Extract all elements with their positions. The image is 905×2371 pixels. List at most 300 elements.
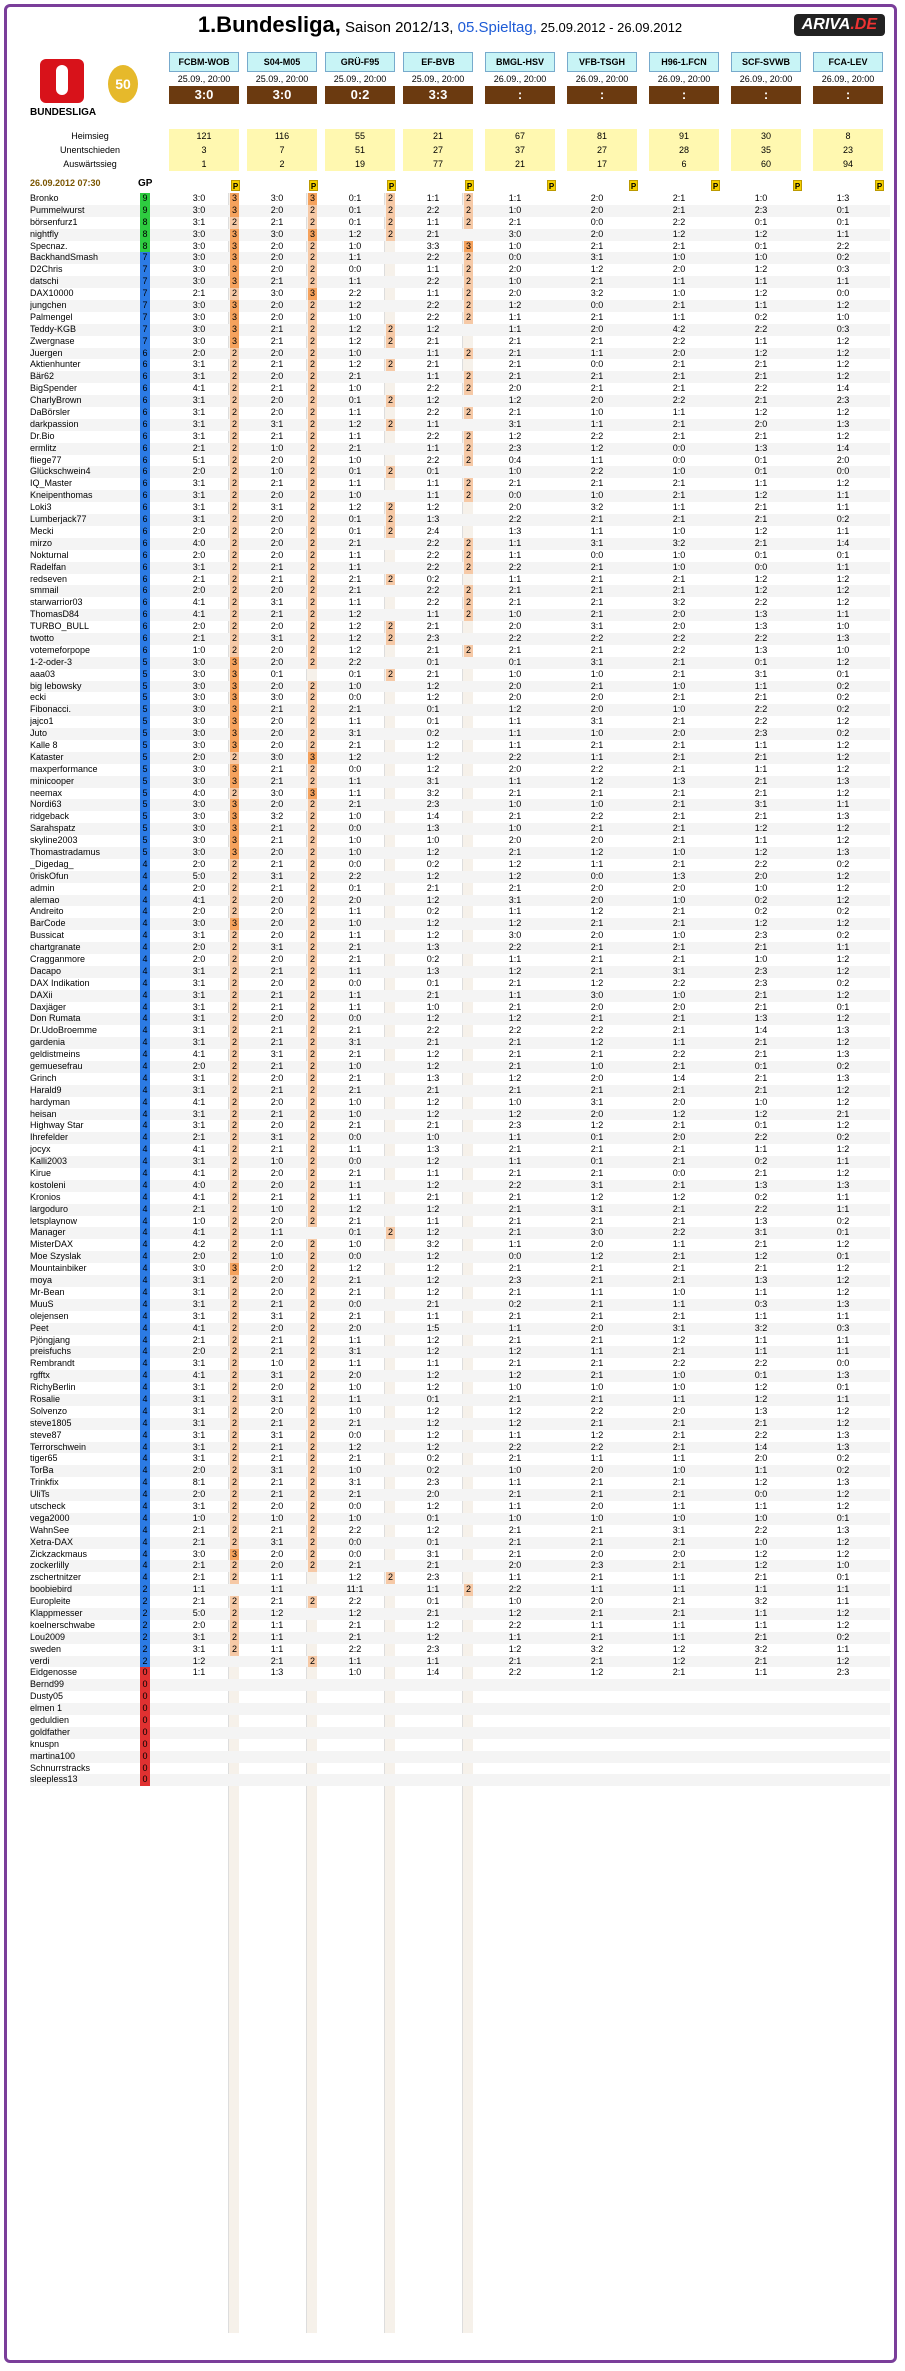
tip-points: 2	[465, 561, 471, 572]
player-name[interactable]: Cragganmore	[30, 954, 86, 964]
total-points: 2	[140, 1608, 150, 1620]
player-name[interactable]: twotto	[30, 632, 55, 643]
player-name[interactable]: UliTs	[30, 1489, 50, 1500]
stat-value: 60	[731, 157, 801, 171]
tip-cell: 2:0	[192, 1346, 206, 1357]
tip-cell: 2:1	[348, 1560, 362, 1571]
tip-cell: 0:2	[426, 858, 440, 869]
player-name[interactable]: Manager	[30, 1227, 66, 1238]
player-name[interactable]: Zwergnase	[30, 335, 75, 346]
player-name[interactable]: Schnurrstracks	[30, 1762, 91, 1773]
player-name[interactable]: CharlyBrown	[30, 395, 82, 406]
tip-cell: 1:1	[754, 763, 768, 774]
player-name[interactable]: utscheck	[30, 1500, 66, 1511]
tip-cell: 0:1	[348, 1227, 362, 1238]
tip-cell: 1:0	[348, 680, 362, 691]
tip-cell: 1:2	[836, 347, 850, 358]
player-name[interactable]: gardenia	[30, 1037, 66, 1048]
tip-cell: 1:2	[754, 228, 768, 239]
tip-cell: 1:2	[192, 1655, 206, 1666]
player-name[interactable]: Grinch	[30, 1072, 57, 1083]
tip-points: 2	[309, 1441, 315, 1452]
tip-cell: 2:1	[672, 1477, 686, 1488]
player-name[interactable]: MisterDAX	[30, 1239, 74, 1250]
player-name[interactable]: Peet	[30, 1322, 49, 1333]
total-points: 4	[140, 918, 150, 930]
total-points: 6	[140, 419, 150, 431]
tip-cell: 1:2	[836, 835, 850, 846]
player-name[interactable]: largoduro	[30, 1203, 69, 1214]
tip-cell: 2:1	[754, 359, 768, 370]
table-row	[30, 835, 890, 847]
tip-cell: 1:1	[426, 1584, 440, 1595]
player-name[interactable]: Lumberjack77	[30, 514, 87, 525]
player-name[interactable]: darkpassion	[30, 418, 79, 429]
player-name[interactable]: Kataster	[30, 751, 64, 762]
player-name[interactable]: 1-2-oder-3	[30, 656, 73, 667]
table-row	[30, 1572, 890, 1584]
player-name[interactable]: steve1805	[30, 1417, 72, 1428]
tip-cell: 2:2	[754, 632, 768, 643]
match-code[interactable]: EF-BVB	[403, 52, 473, 72]
player-name[interactable]: Juergen	[30, 347, 63, 358]
tip-points: 2	[309, 442, 315, 453]
player-name[interactable]: kostoleni	[30, 1179, 66, 1190]
tip-cell: 2:0	[192, 1489, 206, 1500]
player-name[interactable]: Harald9	[30, 1084, 62, 1095]
ariva-logo[interactable]	[794, 14, 885, 36]
player-name[interactable]: goldfather	[30, 1726, 71, 1737]
tip-cell: 2:0	[508, 621, 522, 632]
player-name[interactable]: Don Rumata	[30, 1013, 81, 1024]
player-name[interactable]: BackhandSmash	[30, 252, 99, 263]
total-points: 5	[140, 704, 150, 716]
tip-cell: 0:0	[590, 549, 604, 560]
total-points: 8	[140, 241, 150, 253]
player-name[interactable]: sleepless13	[30, 1774, 78, 1785]
player-name[interactable]: skyline2003	[30, 835, 78, 846]
tip-cell: 4:1	[192, 894, 206, 905]
player-name[interactable]: ecki	[30, 692, 47, 703]
tip-cell: 2:1	[754, 787, 768, 798]
tip-cell: 2:1	[672, 418, 686, 429]
player-name[interactable]: verdi	[30, 1655, 50, 1666]
player-name[interactable]: Radelfan	[30, 561, 67, 572]
table-row	[30, 1394, 890, 1406]
tip-cell: 2:2	[426, 252, 440, 263]
player-name[interactable]: Ihrefelder	[30, 1132, 69, 1143]
player-name[interactable]: Pjöngjang	[30, 1334, 71, 1345]
tip-cell: 1:1	[754, 1334, 768, 1345]
player-name[interactable]: börsenfurz1	[30, 216, 78, 227]
player-name[interactable]: Bussicat	[30, 930, 65, 941]
tip-points: 2	[231, 478, 237, 489]
tip-cell: 2:1	[672, 1156, 686, 1167]
player-name[interactable]: aaa03	[30, 668, 56, 679]
tip-cell: 1:1	[426, 418, 440, 429]
tip-cell: 1:3	[836, 1179, 850, 1190]
player-name[interactable]: DAX Indikation	[30, 977, 90, 988]
player-name[interactable]: 0riskOfun	[30, 870, 69, 881]
tip-cell: 1:2	[836, 1607, 850, 1618]
tip-points: 2	[309, 1322, 315, 1333]
player-name[interactable]: jungchen	[30, 300, 67, 311]
player-name[interactable]: Bronko	[30, 193, 59, 203]
player-name[interactable]: Bär62	[30, 371, 55, 382]
player-name[interactable]: zockerlilly	[30, 1560, 70, 1571]
player-name[interactable]: Dacapo	[30, 965, 62, 976]
tip-cell: 1:1	[508, 311, 522, 322]
tip-cell: 1:0	[348, 311, 362, 322]
stat-value: 23	[813, 143, 883, 157]
tip-cell: 1:2	[426, 1417, 440, 1428]
tip-cell: 3:1	[754, 668, 768, 679]
player-name[interactable]: mirzo	[30, 537, 52, 548]
tip-cell: 2:1	[348, 1084, 362, 1095]
player-name[interactable]: DAX10000	[30, 288, 74, 299]
tip-points: 2	[231, 1619, 237, 1630]
player-name[interactable]: BigSpender	[30, 383, 78, 394]
tip-cell: 1:1	[836, 490, 850, 501]
player-name[interactable]: Sarahspatz	[30, 823, 76, 834]
player-name[interactable]: Kirue	[30, 1168, 52, 1179]
tip-cell: 2:1	[672, 1144, 686, 1155]
player-name[interactable]: knuspn	[30, 1738, 60, 1749]
tip-cell: 1:2	[754, 264, 768, 275]
tip-cell: 1:2	[836, 954, 850, 964]
tip-points: 2	[231, 1168, 237, 1179]
player-name[interactable]: letsplaynow	[30, 1215, 78, 1226]
player-name[interactable]: BarCode	[30, 918, 66, 929]
tip-cell: 1:2	[426, 1013, 440, 1024]
tip-cell: 1:1	[508, 323, 522, 334]
tip-points: 2	[309, 371, 315, 382]
player-name[interactable]: ThomasD84	[30, 609, 80, 620]
tip-points: 2	[309, 395, 315, 406]
tip-cell: 3:1	[192, 1310, 206, 1321]
tip-cell: 2:1	[754, 1655, 768, 1666]
tip-cell: 2:1	[754, 371, 768, 382]
total-points: 4	[140, 1358, 150, 1370]
player-name[interactable]: IQ_Master	[30, 478, 73, 489]
player-name[interactable]: Mountainbiker	[30, 1263, 87, 1274]
player-name[interactable]: Kneipenthomas	[30, 490, 93, 501]
tip-points: 2	[465, 193, 471, 203]
player-name[interactable]: geduldien	[30, 1715, 70, 1725]
tip-cell: 1:2	[672, 1191, 686, 1202]
table-row	[30, 799, 890, 811]
player-name[interactable]: sweden	[30, 1643, 62, 1654]
tip-cell: 3:1	[590, 252, 604, 263]
tip-cell: 3:1	[192, 490, 206, 501]
stat-value: 28	[649, 143, 719, 157]
tip-cell: 2:1	[348, 442, 362, 453]
player-name[interactable]: Solvenzo	[30, 1405, 68, 1416]
tip-cell: 1:2	[754, 407, 768, 418]
tip-cell: 0:1	[836, 1382, 850, 1393]
total-points: 7	[140, 324, 150, 336]
tip-cell: 0:0	[836, 1358, 850, 1369]
tip-points: 2	[465, 252, 471, 263]
player-name[interactable]: hardyman	[30, 1096, 71, 1107]
table-row	[30, 1275, 890, 1287]
tip-points: 3	[465, 240, 471, 251]
table-row	[30, 1227, 890, 1239]
tip-points: 2	[231, 1037, 237, 1048]
player-name[interactable]: Glückschwein4	[30, 466, 91, 477]
player-name[interactable]: Andreito	[30, 906, 64, 917]
tip-cell: 2:2	[426, 204, 440, 215]
player-name[interactable]: Fibonacci.	[30, 704, 72, 715]
tip-cell: 1:2	[836, 787, 850, 798]
tip-cell: 0:1	[426, 1596, 440, 1607]
total-points: 4	[140, 1239, 150, 1251]
player-name[interactable]: Zickzackmaus	[30, 1548, 88, 1559]
tip-cell: 1:0	[426, 1132, 440, 1143]
match-code[interactable]: H96-1.FCN	[649, 52, 719, 72]
player-name[interactable]: preisfuchs	[30, 1346, 72, 1357]
tip-cell: 3:0	[192, 775, 206, 786]
player-name[interactable]: minicooper	[30, 775, 75, 786]
player-name[interactable]: geldistmeins	[30, 1049, 81, 1060]
total-points: 4	[140, 1489, 150, 1501]
tip-cell: 2:0	[270, 1072, 284, 1083]
player-name[interactable]: maxperformance	[30, 763, 98, 774]
player-name[interactable]: Highway Star	[30, 1120, 84, 1131]
tip-cell: 2:1	[270, 835, 284, 846]
player-name[interactable]: Bernd99	[30, 1679, 65, 1690]
player-name[interactable]: Europleite	[30, 1596, 71, 1607]
player-name[interactable]: TorBa	[30, 1465, 54, 1476]
title-matchday[interactable]: 05.Spieltag,	[453, 19, 537, 36]
player-name[interactable]: Mecki	[30, 525, 54, 536]
tip-points: 2	[309, 644, 315, 655]
player-name[interactable]: martina100	[30, 1750, 76, 1761]
player-name[interactable]: MuuS	[30, 1298, 54, 1309]
tip-cell: 1:0	[672, 704, 686, 715]
player-name[interactable]: Klappmesser	[30, 1607, 83, 1618]
tip-cell: 1:2	[672, 1108, 686, 1119]
player-name[interactable]: smmail	[30, 585, 59, 596]
title-date-range: 25.09.2012 - 26.09.2012	[536, 20, 683, 35]
tip-cell: 1:2	[836, 1168, 850, 1179]
tip-cell: 2:2	[508, 1025, 522, 1036]
tip-cell: 1:0	[590, 799, 604, 810]
player-name[interactable]: ermlitz	[30, 442, 57, 453]
player-name[interactable]: Aktienhunter	[30, 359, 81, 370]
match-code[interactable]: BMGL-HSV	[485, 52, 555, 72]
match-code[interactable]: SCF-SVWB	[731, 52, 801, 72]
player-name[interactable]: jajco1	[30, 716, 54, 727]
tip-cell: 2:1	[508, 1655, 522, 1666]
player-name[interactable]: nightfly	[30, 228, 59, 239]
tip-points: 2	[231, 1489, 237, 1500]
tip-cell: 1:3	[836, 1025, 850, 1036]
tip-points: 2	[309, 240, 315, 251]
player-name[interactable]: elmen 1	[30, 1703, 63, 1714]
player-name[interactable]: rgfftx	[30, 1370, 50, 1381]
player-name[interactable]: votemeforpope	[30, 644, 91, 655]
player-name[interactable]: vega2000	[30, 1512, 70, 1523]
tip-cell: 2:1	[508, 1227, 522, 1238]
player-name[interactable]: zschertnitzer	[30, 1572, 82, 1583]
tip-cell: 1:2	[836, 1286, 850, 1297]
player-name[interactable]: TURBO_BULL	[30, 621, 90, 632]
player-name[interactable]: Trinkfix	[30, 1477, 59, 1488]
player-name[interactable]: redseven	[30, 573, 68, 584]
player-name[interactable]: tiger65	[30, 1453, 58, 1464]
match-code[interactable]: FCBM-WOB	[169, 52, 239, 72]
match-code[interactable]: S04-M05	[247, 52, 317, 72]
tip-cell: 0:1	[836, 1001, 850, 1012]
tip-cell: 0:2	[836, 692, 850, 703]
player-name[interactable]: admin	[30, 882, 55, 893]
player-name[interactable]: Loki3	[30, 502, 52, 513]
tip-points: 2	[309, 1346, 315, 1357]
tip-cell: 0:0	[348, 1132, 362, 1143]
tip-cell: 1:2	[508, 1346, 522, 1357]
player-name[interactable]: Teddy-KGB	[30, 323, 77, 334]
total-points: 4	[140, 942, 150, 954]
tip-cell: 1:1	[754, 1346, 768, 1357]
player-name[interactable]: alemao	[30, 894, 60, 905]
tip-cell: 3:0	[270, 193, 284, 203]
player-name[interactable]: Terrorschwein	[30, 1441, 87, 1452]
tip-cell: 1:1	[348, 276, 362, 287]
player-name[interactable]: Dr.UdoBroemme	[30, 1025, 98, 1036]
player-name[interactable]: datschi	[30, 276, 59, 287]
player-name[interactable]: RichyBerlin	[30, 1382, 76, 1393]
tip-cell: 2:1	[508, 1049, 522, 1060]
tip-points: 2	[309, 1429, 315, 1440]
table-row	[30, 1501, 890, 1513]
player-name[interactable]: Moe Szyslak	[30, 1251, 82, 1262]
tip-cell: 2:0	[192, 906, 206, 917]
player-name[interactable]: ridgeback	[30, 811, 70, 822]
player-name[interactable]: olejensen	[30, 1310, 69, 1321]
tip-cell: 2:1	[348, 954, 362, 964]
player-name[interactable]: WahnSee	[30, 1524, 70, 1535]
player-name[interactable]: boobiebird	[30, 1584, 73, 1595]
total-points: 4	[140, 1323, 150, 1335]
table-row	[30, 526, 890, 538]
match-code[interactable]: VFB-TSGH	[567, 52, 637, 72]
player-name[interactable]: Pummelwurst	[30, 204, 85, 215]
tip-cell: 3:0	[590, 1227, 604, 1238]
tip-cell: 3:1	[192, 371, 206, 382]
tip-cell: 2:1	[270, 573, 284, 584]
tip-cell: 3:0	[192, 835, 206, 846]
tip-cell: 2:1	[672, 906, 686, 917]
player-name[interactable]: starwarrior03	[30, 597, 83, 608]
player-name[interactable]: Thomastradamus	[30, 846, 101, 857]
tip-points: 2	[309, 846, 315, 857]
tip-points: 2	[465, 311, 471, 322]
tip-points: 2	[387, 359, 393, 370]
player-name[interactable]: Rosalie	[30, 1393, 61, 1404]
player-name[interactable]: DaBörsler	[30, 407, 71, 418]
tip-cell: 1:2	[426, 1203, 440, 1214]
player-name[interactable]: Lou2009	[30, 1631, 66, 1642]
player-name[interactable]: Eidgenosse	[30, 1667, 78, 1678]
tip-cell: 1:3	[426, 514, 440, 525]
player-name[interactable]: Kalli2003	[30, 1156, 68, 1167]
tip-cell: 1:2	[348, 621, 362, 632]
tip-points: 2	[309, 1560, 315, 1571]
player-name[interactable]: gemuesefrau	[30, 1061, 83, 1072]
tip-cell: 1:2	[836, 739, 850, 750]
tip-points: 2	[309, 1370, 315, 1381]
match-code[interactable]: GRÜ-F95	[325, 52, 395, 72]
tip-cell: 2:2	[672, 1049, 686, 1060]
tip-cell: 1:1	[672, 1619, 686, 1630]
tip-cell: 2:1	[270, 1453, 284, 1464]
player-name[interactable]: chartgranate	[30, 942, 81, 953]
tip-cell: 0:0	[508, 252, 522, 263]
table-row	[30, 1335, 890, 1347]
player-name[interactable]: moya	[30, 1275, 53, 1286]
player-name[interactable]: Palmengel	[30, 311, 73, 322]
player-name[interactable]: Specnaz.	[30, 240, 68, 251]
player-name[interactable]: heisan	[30, 1108, 57, 1119]
player-name[interactable]: Nokturnal	[30, 549, 69, 560]
player-name[interactable]: D2Chris	[30, 264, 63, 275]
player-name[interactable]: Kalle 8	[30, 739, 58, 750]
player-name[interactable]: Dr.Bio	[30, 430, 55, 441]
player-name[interactable]: Xetra-DAX	[30, 1536, 74, 1547]
player-name[interactable]: jocyx	[30, 1144, 51, 1155]
tip-cell: 1:0	[192, 1215, 206, 1226]
tip-cell: 1:2	[426, 1524, 440, 1535]
player-name[interactable]: Nordi63	[30, 799, 62, 810]
tip-cell: 2:3	[754, 977, 768, 988]
tip-cell: 3:1	[672, 1524, 686, 1535]
tip-points: 2	[231, 1072, 237, 1083]
tip-cell: 1:0	[590, 668, 604, 679]
player-name[interactable]: big lebowsky	[30, 680, 82, 691]
tip-cell: 1:2	[590, 264, 604, 275]
tip-cell: 2:1	[348, 1072, 362, 1083]
player-name[interactable]: neemax	[30, 787, 63, 798]
player-name[interactable]: Kronios	[30, 1191, 61, 1202]
player-name[interactable]: _Digedag_	[30, 858, 74, 869]
player-name[interactable]: Mr-Bean	[30, 1286, 65, 1297]
tip-cell: 2:3	[754, 204, 768, 215]
player-name[interactable]: Daxjäger	[30, 1001, 67, 1012]
player-name[interactable]: DAXii	[30, 989, 53, 1000]
tip-cell: 2:1	[590, 965, 604, 976]
stat-value: 51	[325, 143, 395, 157]
player-name[interactable]: Dusty05	[30, 1691, 64, 1702]
match-code[interactable]: FCA-LEV	[813, 52, 883, 72]
tip-cell: 1:0	[348, 835, 362, 846]
tip-cell: 1:4	[836, 442, 850, 453]
tip-cell: 2:1	[590, 1310, 604, 1321]
tip-cell: 0:1	[836, 1251, 850, 1262]
tip-cell: 2:0	[270, 906, 284, 917]
tip-cell: 11:1	[346, 1584, 364, 1595]
player-name[interactable]: fliege77	[30, 454, 62, 465]
table-row	[30, 348, 890, 360]
tip-points: 2	[465, 454, 471, 465]
tip-cell: 1:1	[426, 347, 440, 358]
match-date: 25.09., 20:00	[255, 74, 309, 84]
player-name[interactable]: koelnerschwabe	[30, 1619, 96, 1630]
player-name[interactable]: Juto	[30, 728, 48, 739]
player-name[interactable]: steve87	[30, 1429, 62, 1440]
player-name[interactable]: Rembrandt	[30, 1358, 75, 1369]
tip-cell: 1:1	[426, 609, 440, 620]
